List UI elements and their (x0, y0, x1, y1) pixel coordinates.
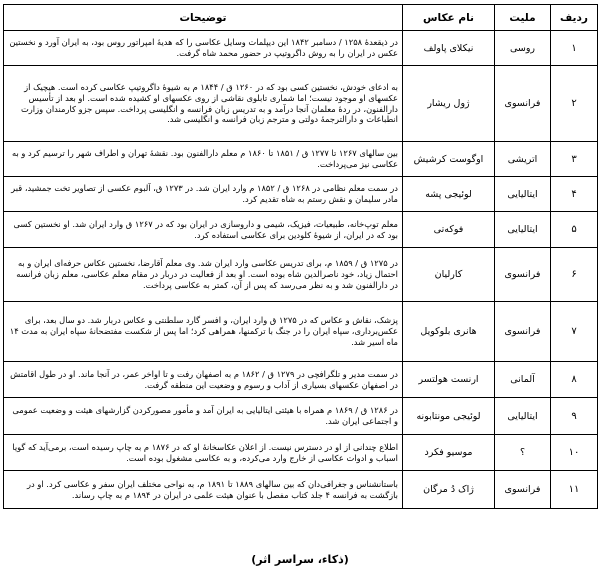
row-index: ۷ (551, 302, 598, 362)
row-nationality: روسی (495, 31, 551, 66)
row-index: ۱ (551, 31, 598, 66)
row-index: ۶ (551, 248, 598, 302)
row-nationality: آلمانی (495, 362, 551, 398)
row-index: ۱۰ (551, 435, 598, 471)
row-description: بین سالهای ۱۲۶۷ تا ۱۲۷۷ ق / ۱۸۵۱ تا ۱۸۶۰ م معلم دارالفنون بود. نقشهٔ تهران و اطراف شهر را ترسیم کرد و به عکاسی نیز می‌پرداخت. (4, 142, 403, 177)
row-nationality: ایتالیایی (495, 398, 551, 435)
row-nationality: ایتالیایی (495, 212, 551, 248)
row-description: در سمت مدیر و تلگرافچی در ۱۲۷۹ ق / ۱۸۶۲ م به اصفهان رفت و تا اواخر عمر، در آنجا ماند. او در طول اقامتش در اصفهان عکسهای بسیاری از آداب و رسوم و وضعیت این منطقه گرفت. (4, 362, 403, 398)
row-nationality: فرانسوی (495, 66, 551, 142)
row-description: در ۱۲۷۵ ق / ۱۸۵۹ م، برای تدریس عکاسی وارد ایران شد. وی معلم آقارضا، نخستین عکاس حرفه‌ای ایران و به احتمال زیاد، خود ناصرالدین شاه بوده است. او بعد از فعالیت در دربار در مقام معلم عکاسی، معلم زبان فرانسه در دارالفنون شد و به نظر می‌رسد که پس از آن، کمتر به عکاسی پرداخت. (4, 248, 403, 302)
header-description: توضیحات (4, 5, 403, 31)
row-index: ۱۱ (551, 471, 598, 509)
row-index: ۲ (551, 66, 598, 142)
header-nationality: ملیت (495, 5, 551, 31)
row-photographer-name: موسیو فکرد (403, 435, 495, 471)
row-photographer-name: لوئیجی پشه (403, 177, 495, 212)
row-description: به ادعای خودش، نخستین کسی بود که در ۱۲۶۰ ق / ۱۸۴۴ م به شیوهٔ داگروتیپ عکاسی کرده است. هیچیک از عکسهای او موجود نیست؛ اما شماری تابلوی نقاشی از روی عکسهای او کشیده شده است. او بعد از تأسیس دارالفنون، در ردهٔ معلمان آنجا درآمد و به تدریس زبان فرانسه و انگلیسی پرداخت. سپس جزو کارمندان وزارت انطباعات و دارالترجمهٔ دولتی و مترجم زبان فرانسه و انگلیسی شد. (4, 66, 403, 142)
row-description: اطلاع چندانی از او در دسترس نیست. از اعلان عکاسخانهٔ او که در ۱۸۷۶ م به چاپ رسیده است، برمی‌آید که گویا اسباب و ادوات عکاسی از خارج وارد می‌کرده، و به عکاسی مشغول بوده است. (4, 435, 403, 471)
row-photographer-name: ارنست هولتسر (403, 362, 495, 398)
row-description: در ۱۲۸۶ ق / ۱۸۶۹ م همراه با هیئتی ایتالیایی به ایران آمد و مأمور مصورکردن گزارشهای هیئت و وضعیت عمومی و اجتماعی ایران شد. (4, 398, 403, 435)
table-row (4, 362, 598, 398)
table-row (4, 248, 598, 302)
table-row (4, 398, 598, 435)
table-row (4, 142, 598, 177)
row-nationality: ؟ (495, 435, 551, 471)
row-description: معلم توپ‌خانه، طبیعیات، فیزیک، شیمی و داروسازی در ایران بود که در ۱۲۶۷ ق وارد ایران شد. او نخستین کسی بود که در ایران، از شیوهٔ کلودین برای عکاسی استفاده کرد. (4, 212, 403, 248)
photographers-table (3, 4, 598, 509)
row-index: ۹ (551, 398, 598, 435)
source-caption: (ذکاء، سراسر اثر) (251, 553, 349, 566)
table-row (4, 471, 598, 509)
row-photographer-name: هانری بلوکویل (403, 302, 495, 362)
row-photographer-name: کارلیان (403, 248, 495, 302)
row-index: ۴ (551, 177, 598, 212)
table-row (4, 212, 598, 248)
row-description: پزشک، نقاش و عکاس که در ۱۲۷۵ ق وارد ایران، و افسر گارد سلطنتی و عکاس دربار شد. دو سال بعد، برای عکس‌برداری، سپاه ایران را در جنگ با ترکمنها، همراهی کرد؛ اما پس از شکست مفتضحانهٔ سپاه ایران به مدت ۱۴ ماه اسیر شد. (4, 302, 403, 362)
row-photographer-name: ژاک دُ مرگان (403, 471, 495, 509)
row-description: باستانشناس و جغرافی‌دان که بین سالهای ۱۸۸۹ تا ۱۸۹۱ م، به نواحی مختلف ایران سفر و عکاسی کرد. او در بازگشت به فرانسه ۴ جلد کتاب مفصل با عنوان هیئت علمی در ایران در ۱۸۹۴ م به چاپ رساند. (4, 471, 403, 509)
row-nationality: اتریشی (495, 142, 551, 177)
table-row (4, 66, 598, 142)
row-index: ۵ (551, 212, 598, 248)
row-nationality: فرانسوی (495, 248, 551, 302)
table-row (4, 435, 598, 471)
row-photographer-name: ژول ریشار (403, 66, 495, 142)
header-photographer-name: نام عکاس (403, 5, 495, 31)
row-description: در ذیقعدهٔ ۱۲۵۸ / دسامبر ۱۸۴۲ این دیپلمات وسایل عکاسی را که هدیهٔ امپراتور روس بود، به ایران آورد و نخستین عکس در ایران را به روش داگروتیپ در حضور محمد شاه گرفت. (4, 31, 403, 66)
row-index: ۸ (551, 362, 598, 398)
table-row (4, 31, 598, 66)
row-photographer-name: اوگوست کرشیش (403, 142, 495, 177)
table-header-row (4, 5, 598, 31)
row-photographer-name: فوکه‌تی (403, 212, 495, 248)
row-index: ۳ (551, 142, 598, 177)
row-description: در سمت معلم نظامی در ۱۲۶۸ ق / ۱۸۵۲ م وارد ایران شد. در ۱۲۷۳ ق، آلبوم عکسی از تصاویر تخت جمشید، قبر مادر سلیمان و نقش رستم به شاه تقدیم کرد. (4, 177, 403, 212)
row-photographer-name: لوئیجی مونتابونه (403, 398, 495, 435)
row-nationality: فرانسوی (495, 302, 551, 362)
table-row (4, 177, 598, 212)
row-nationality: ایتالیایی (495, 177, 551, 212)
row-photographer-name: نیکلای پاولف (403, 31, 495, 66)
header-index: ردیف (551, 5, 598, 31)
table-row (4, 302, 598, 362)
row-nationality: فرانسوی (495, 471, 551, 509)
